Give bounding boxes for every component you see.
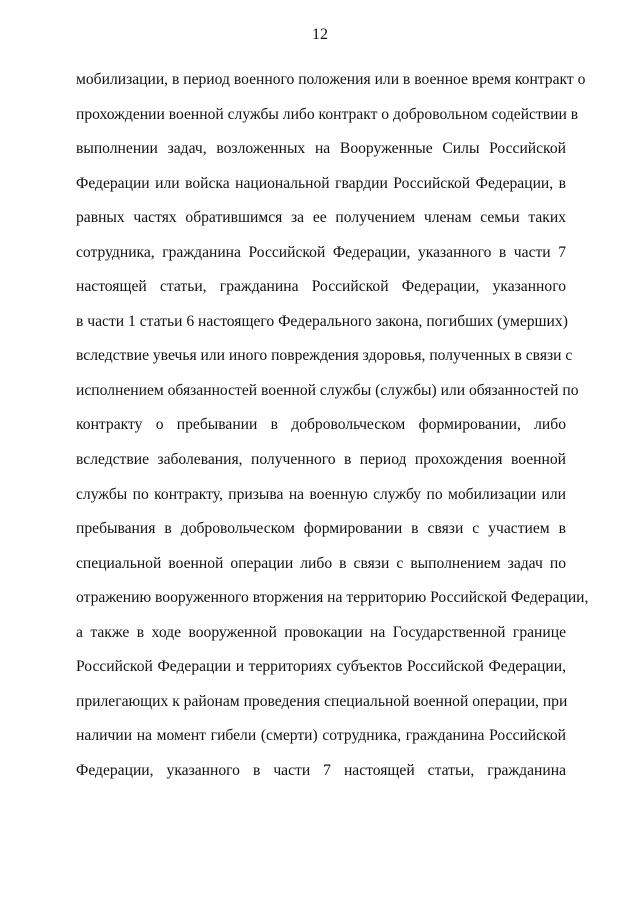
text-line: Федерации или войска национальной гвардии Российской Федерации, в	[76, 174, 566, 192]
text-line: Российской Федерации и территориях субъектов Российской Федерации,	[76, 658, 566, 676]
text-line: службы по контракту, призыва на военную службу по мобилизации или	[76, 485, 566, 503]
text-line: пребывания в добровольческом формировании в связи с участием в	[76, 520, 566, 538]
text-line: вследствие заболевания, полученного в период прохождения военной	[76, 451, 566, 469]
text-line: настоящей статьи, гражданина Российской Федерации, указанного	[76, 278, 566, 296]
text-line: наличии на момент гибели (смерти) сотрудника, гражданина Российской	[76, 727, 566, 745]
text-line: сотрудника, гражданина Российской Федерации, указанного в части 7	[76, 243, 566, 261]
text-line: выполнении задач, возложенных на Вооруженные Силы Российской	[76, 140, 566, 158]
text-line: равных частях обратившимся за ее получением членам семьи таких	[76, 209, 566, 227]
text-line: прохождении военной службы либо контракт о добровольном содействии в	[76, 105, 579, 123]
text-line: специальной военной операции либо в связи с выполнением задач по	[76, 554, 566, 572]
text-line: а также в ходе вооруженной провокации на Государственной границе	[76, 623, 566, 641]
text-line: в части 1 статьи 6 настоящего Федерального закона, погибших (умерших)	[76, 312, 568, 330]
text-line: мобилизации, в период военного положения или в военное время контракт о	[76, 71, 586, 88]
text-line: Федерации, указанного в части 7 настоящей статьи, гражданина	[76, 761, 566, 779]
text-line: исполнением обязанностей военной службы (службы) или обязанностей по	[76, 381, 579, 399]
body-text	[76, 63, 589, 788]
text-line: отражению вооруженного вторжения на территорию Российской Федерации,	[76, 589, 589, 607]
page-number: 12	[312, 26, 328, 43]
text-line: прилегающих к районам проведения специальной военной операции, при	[76, 692, 568, 710]
text-line: контракту о пребывании в добровольческом формировании, либо	[76, 416, 566, 434]
text-line: вследствие увечья или иного повреждения здоровья, полученных в связи с	[76, 347, 573, 365]
